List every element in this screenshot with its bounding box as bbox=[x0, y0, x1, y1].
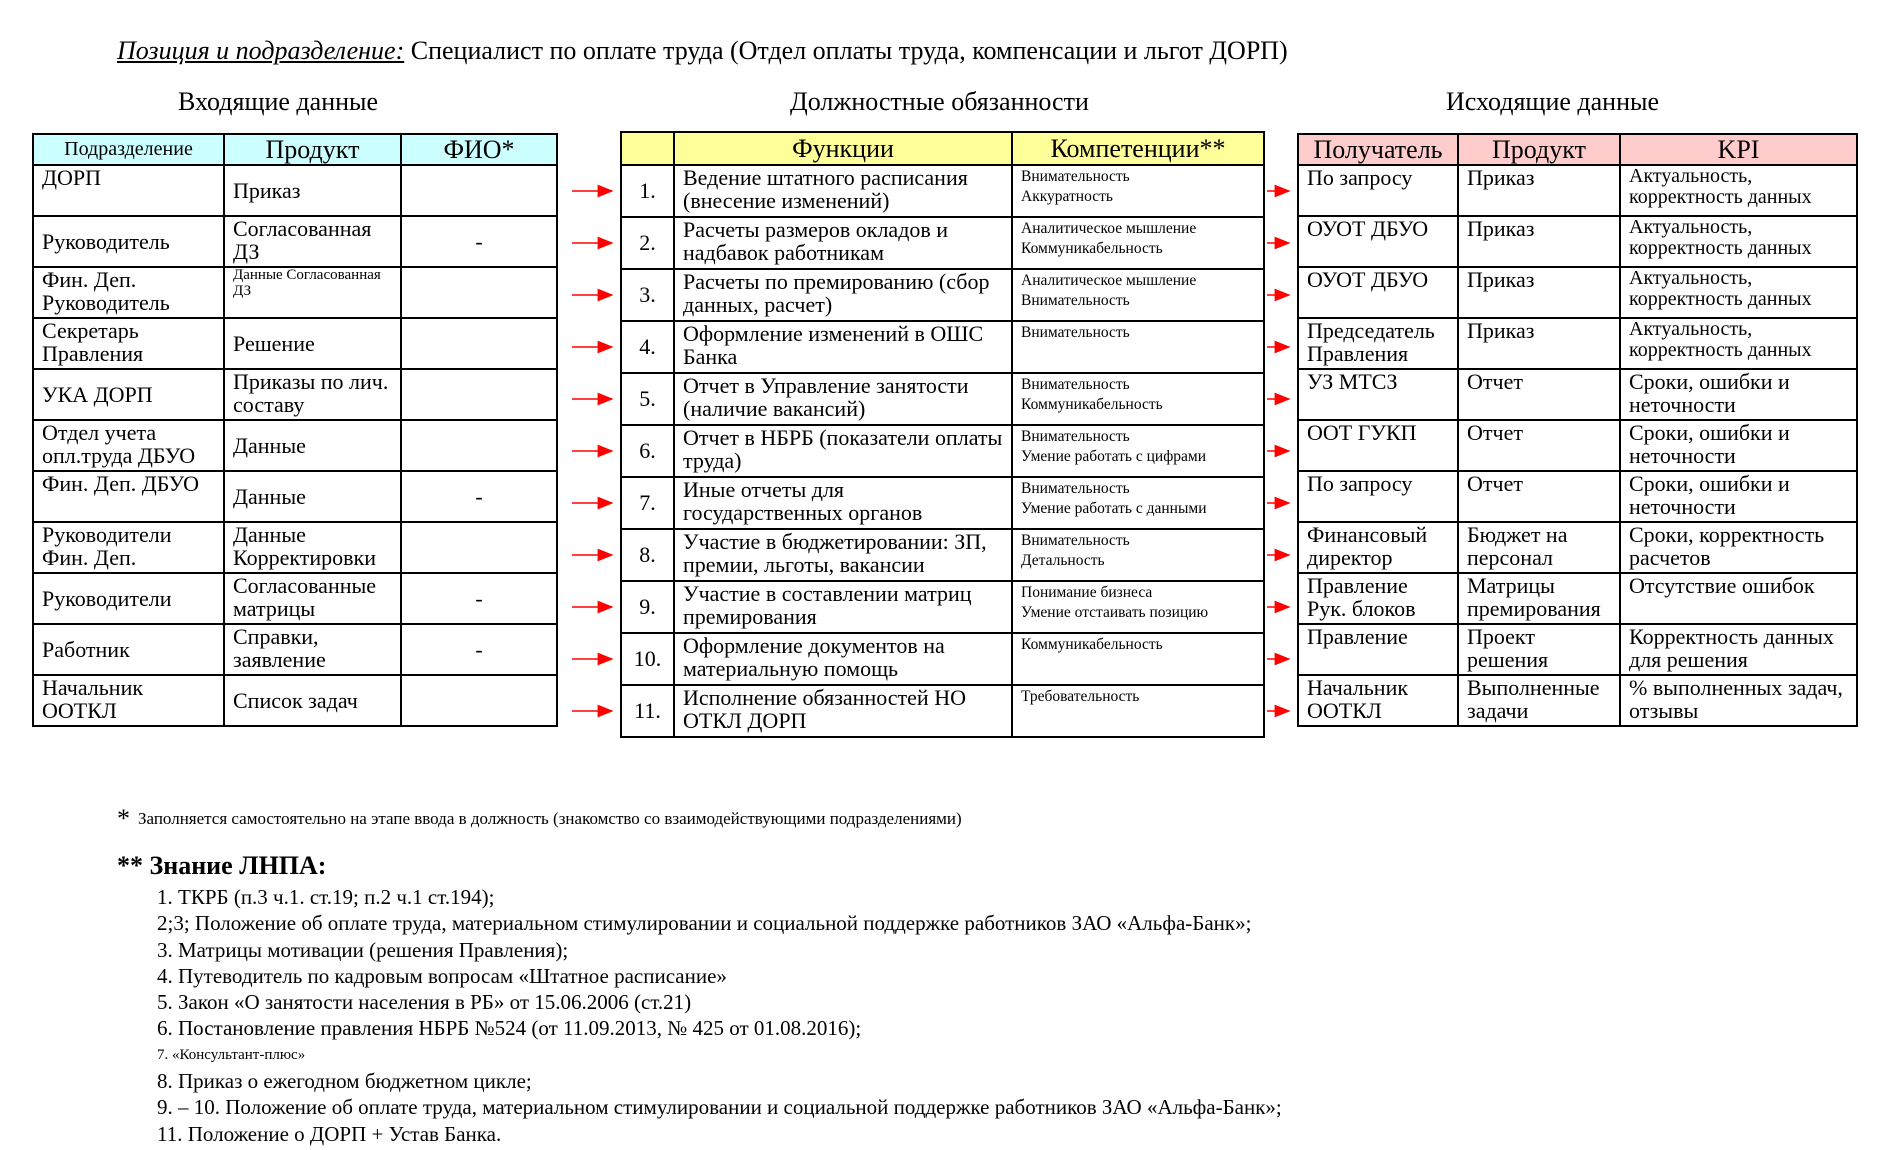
outgoing-header-product: Продукт bbox=[1458, 134, 1620, 165]
lnpa-item: 2;3; Положение об оплате труда, материальном стимулировании и социальной поддержке работников ЗАО «Альфа-Банк»; bbox=[157, 911, 1252, 936]
footnote bbox=[117, 804, 962, 834]
incoming-product-cell: Согласованные матрицы bbox=[224, 573, 401, 624]
competency-primary: Внимательность bbox=[1021, 480, 1130, 497]
competency-secondary: Внимательность bbox=[1021, 292, 1130, 310]
incoming-department-cell: Начальник ООТКЛ bbox=[33, 675, 224, 726]
competency-secondary: Умение работать с цифрами bbox=[1021, 448, 1206, 466]
competency-secondary: Коммуникабельность bbox=[1021, 396, 1163, 414]
outgoing-kpi-cell: Сроки, корректность расчетов bbox=[1620, 522, 1857, 573]
section-duties-heading: Должностные обязанности bbox=[790, 87, 1089, 116]
incoming-product-cell: Справки, заявление bbox=[224, 624, 401, 675]
competency-secondary: Умение работать с данными bbox=[1021, 500, 1207, 518]
lnpa-list bbox=[157, 884, 1282, 1147]
competency-primary: Внимательность bbox=[1021, 532, 1130, 549]
outgoing-kpi-cell: Актуальность, корректность данных bbox=[1620, 267, 1857, 318]
competency-secondary: Аккуратность bbox=[1021, 188, 1113, 206]
lnpa-item: 8. Приказ о ежегодном бюджетном цикле; bbox=[157, 1069, 532, 1094]
incoming-department-cell: Отдел учета опл.труда ДБУО bbox=[33, 420, 224, 471]
incoming-fio-cell: - bbox=[401, 573, 557, 624]
duties-header-competencies: Компетенции** bbox=[1012, 132, 1264, 165]
duty-function-cell: Иные отчеты для государственных органов bbox=[674, 477, 1012, 529]
duty-function-cell: Оформление документов на материальную помощь bbox=[674, 633, 1012, 685]
outgoing-header-recipient: Получатель bbox=[1298, 134, 1458, 165]
outgoing-kpi-cell: Сроки, ошибки и неточности bbox=[1620, 420, 1857, 471]
outgoing-product-cell: Приказ bbox=[1458, 165, 1620, 216]
incoming-department-cell: Руководители Фин. Деп. bbox=[33, 522, 224, 573]
outgoing-product-cell: Проект решения bbox=[1458, 624, 1620, 675]
incoming-product-cell: Приказ bbox=[224, 165, 401, 216]
incoming-product-cell: Данные Корректировки bbox=[224, 522, 401, 573]
competency-primary: Аналитическое мышление bbox=[1021, 272, 1197, 289]
competency-primary: Внимательность bbox=[1021, 168, 1130, 185]
incoming-header-fio: ФИО* bbox=[401, 134, 557, 165]
outgoing-kpi-cell: Сроки, ошибки и неточности bbox=[1620, 471, 1857, 522]
duty-number-cell: 8. bbox=[621, 529, 674, 581]
outgoing-recipient-cell: Правление bbox=[1298, 624, 1458, 675]
duty-function-cell: Ведение штатного расписания (внесение изменений) bbox=[674, 165, 1012, 217]
title-lead: Позиция и подразделение: bbox=[117, 36, 405, 65]
duty-number-cell: 1. bbox=[621, 165, 674, 217]
outgoing-recipient-cell: ОУОТ ДБУО bbox=[1298, 267, 1458, 318]
outgoing-recipient-cell: Начальник ООТКЛ bbox=[1298, 675, 1458, 726]
duties-header-functions: Функции bbox=[674, 132, 1012, 165]
incoming-product-cell: Данные bbox=[224, 420, 401, 471]
incoming-department-cell: Работник bbox=[33, 624, 224, 675]
competency-secondary: Умение отстаивать позицию bbox=[1021, 604, 1209, 622]
outgoing-product-cell: Отчет bbox=[1458, 369, 1620, 420]
competency-secondary: Коммуникабельность bbox=[1021, 240, 1163, 258]
outgoing-recipient-cell: ООТ ГУКП bbox=[1298, 420, 1458, 471]
section-outgoing-heading: Исходящие данные bbox=[1446, 87, 1660, 116]
footnote-text: Заполняется самостоятельно на этапе ввода в должность (знакомство со взаимодействующими подразделениями) bbox=[138, 809, 962, 828]
outgoing-recipient-cell: Председатель Правления bbox=[1298, 318, 1458, 369]
competency-primary: Внимательность bbox=[1021, 376, 1130, 393]
outgoing-product-cell: Приказ bbox=[1458, 267, 1620, 318]
outgoing-kpi-cell: Актуальность, корректность данных bbox=[1620, 165, 1857, 216]
incoming-department-cell: УКА ДОРП bbox=[33, 369, 224, 420]
incoming-product-cell: Данные Согласованная ДЗ bbox=[224, 267, 401, 318]
duty-number-cell: 4. bbox=[621, 321, 674, 373]
outgoing-kpi-cell: Актуальность, корректность данных bbox=[1620, 216, 1857, 267]
outgoing-recipient-cell: По запросу bbox=[1298, 471, 1458, 522]
outgoing-product-cell: Отчет bbox=[1458, 420, 1620, 471]
incoming-product-cell: Согласованная ДЗ bbox=[224, 216, 401, 267]
lnpa-item: 9. – 10. Положение об оплате труда, материальном стимулировании и социальной поддержке работников ЗАО «Альфа-Банк»; bbox=[157, 1095, 1282, 1120]
outgoing-recipient-cell: Правление Рук. блоков bbox=[1298, 573, 1458, 624]
outgoing-header-kpi: KPI bbox=[1620, 134, 1857, 165]
duty-number-cell: 11. bbox=[621, 685, 674, 737]
outgoing-recipient-cell: Финансовый директор bbox=[1298, 522, 1458, 573]
incoming-department-cell: Фин. Деп. ДБУО bbox=[33, 471, 224, 522]
duty-number-cell: 5. bbox=[621, 373, 674, 425]
competency-primary: Внимательность bbox=[1021, 324, 1130, 341]
duty-number-cell: 9. bbox=[621, 581, 674, 633]
duty-number-cell: 2. bbox=[621, 217, 674, 269]
footnote-star: * bbox=[117, 804, 130, 833]
incoming-department-cell: Секретарь Правления bbox=[33, 318, 224, 369]
lnpa-item: 5. Закон «О занятости населения в РБ» от 15.06.2006 (ст.21) bbox=[157, 990, 692, 1015]
competency-primary: Аналитическое мышление bbox=[1021, 220, 1197, 237]
outgoing-kpi-cell: % выполненных задач, отзывы bbox=[1620, 675, 1857, 726]
duty-function-cell: Участие в бюджетировании: ЗП, премии, льготы, вакансии bbox=[674, 529, 1012, 581]
lnpa-item: 3. Матрицы мотивации (решения Правления); bbox=[157, 937, 569, 962]
duty-function-cell: Отчет в Управление занятости (наличие вакансий) bbox=[674, 373, 1012, 425]
incoming-header-department: Подразделение bbox=[33, 134, 224, 165]
incoming-fio-cell: - bbox=[401, 624, 557, 675]
incoming-department-cell: Фин. Деп. Руководитель bbox=[33, 267, 224, 318]
outgoing-product-cell: Приказ bbox=[1458, 216, 1620, 267]
lnpa-item: 6. Постановление правления НБРБ №524 (от 11.09.2013, № 425 от 01.08.2016); bbox=[157, 1016, 862, 1041]
outgoing-product-cell: Отчет bbox=[1458, 471, 1620, 522]
duty-number-cell: 7. bbox=[621, 477, 674, 529]
outgoing-product-cell: Бюджет на персонал bbox=[1458, 522, 1620, 573]
lnpa-item: 11. Положение о ДОРП + Устав Банка. bbox=[157, 1121, 502, 1146]
outgoing-kpi-cell: Корректность данных для решения bbox=[1620, 624, 1857, 675]
competency-primary: Понимание бизнеса bbox=[1021, 584, 1153, 601]
duty-function-cell: Оформление изменений в ОШС Банка bbox=[674, 321, 1012, 373]
duty-function-cell: Расчеты размеров окладов и надбавок работникам bbox=[674, 217, 1012, 269]
incoming-department-cell: Руководители bbox=[33, 573, 224, 624]
outgoing-kpi-cell: Сроки, ошибки и неточности bbox=[1620, 369, 1857, 420]
outgoing-recipient-cell: УЗ МТСЗ bbox=[1298, 369, 1458, 420]
lnpa-item: 7. «Консультант-плюс» bbox=[157, 1046, 306, 1063]
lnpa-title: ** Знание ЛНПА: bbox=[117, 851, 327, 880]
duty-function-cell: Расчеты по премированию (сбор данных, расчет) bbox=[674, 269, 1012, 321]
section-incoming-heading: Входящие данные bbox=[178, 87, 379, 116]
incoming-product-cell: Данные bbox=[224, 471, 401, 522]
outgoing-recipient-cell: ОУОТ ДБУО bbox=[1298, 216, 1458, 267]
lnpa-item: 1. ТКРБ (п.3 ч.1. ст.19; п.2 ч.1 ст.194); bbox=[157, 885, 495, 909]
outgoing-product-cell: Приказ bbox=[1458, 318, 1620, 369]
competency-secondary: Детальность bbox=[1021, 552, 1105, 570]
duty-number-cell: 3. bbox=[621, 269, 674, 321]
duty-function-cell: Исполнение обязанностей НО ОТКЛ ДОРП bbox=[674, 685, 1012, 737]
incoming-department-cell: ДОРП bbox=[33, 165, 224, 216]
incoming-fio-cell: - bbox=[401, 216, 557, 267]
incoming-product-cell: Приказы по лич. составу bbox=[224, 369, 401, 420]
outgoing-product-cell: Выполненные задачи bbox=[1458, 675, 1620, 726]
duty-number-cell: 6. bbox=[621, 425, 674, 477]
outgoing-recipient-cell: По запросу bbox=[1298, 165, 1458, 216]
title-text: Специалист по оплате труда (Отдел оплаты труда, компенсации и льгот ДОРП) bbox=[404, 36, 1288, 65]
lnpa-item: 4. Путеводитель по кадровым вопросам «Штатное расписание» bbox=[157, 963, 727, 988]
duty-function-cell: Отчет в НБРБ (показатели оплаты труда) bbox=[674, 425, 1012, 477]
competency-primary: Требовательность bbox=[1021, 688, 1140, 705]
incoming-fio-cell: - bbox=[401, 471, 557, 522]
outgoing-kpi-cell: Актуальность, корректность данных bbox=[1620, 318, 1857, 369]
outgoing-kpi-cell: Отсутствие ошибок bbox=[1620, 573, 1857, 624]
competency-primary: Коммуникабельность bbox=[1021, 636, 1163, 653]
competency-primary: Внимательность bbox=[1021, 428, 1130, 445]
incoming-department-cell: Руководитель bbox=[33, 216, 224, 267]
duty-number-cell: 10. bbox=[621, 633, 674, 685]
outgoing-product-cell: Матрицы премирования bbox=[1458, 573, 1620, 624]
incoming-product-cell: Список задач bbox=[224, 675, 401, 726]
incoming-product-cell: Решение bbox=[224, 318, 401, 369]
incoming-header-product: Продукт bbox=[224, 134, 401, 165]
duty-function-cell: Участие в составлении матриц премирования bbox=[674, 581, 1012, 633]
